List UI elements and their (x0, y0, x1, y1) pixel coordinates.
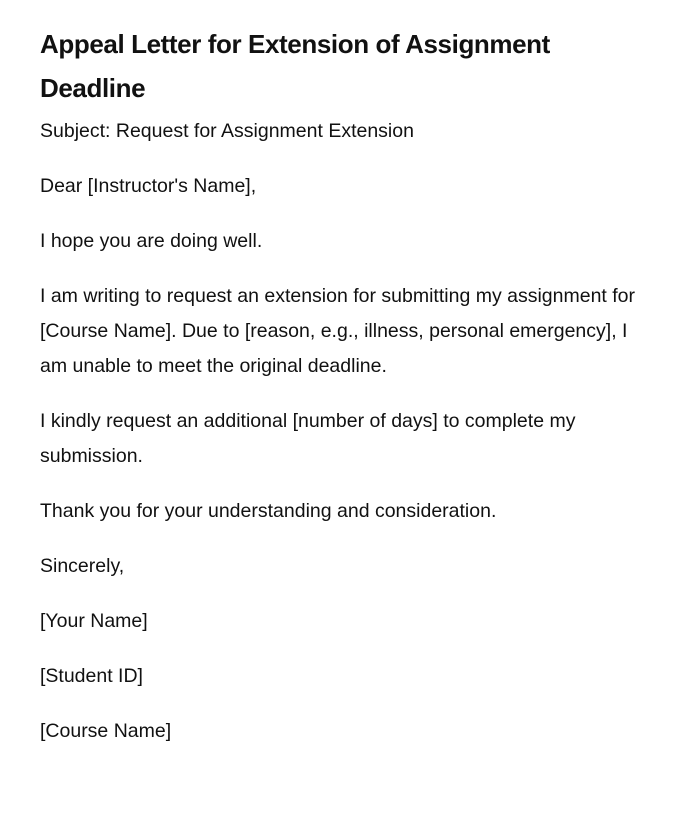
greeting: I hope you are doing well. (40, 230, 263, 252)
salutation: Dear [Instructor's Name], (40, 175, 257, 197)
letter-title: Appeal Letter for Extension of Assignment Deadline (40, 29, 550, 103)
subject-line: Subject: Request for Assignment Extension (40, 120, 414, 142)
signature-student-id: [Student ID] (40, 665, 143, 687)
signature-name: [Your Name] (40, 610, 148, 632)
body-paragraph-additional: I kindly request an additional [number of days] to complete my submission. (40, 410, 576, 467)
thanks-line: Thank you for your understanding and consideration. (40, 500, 497, 522)
closing: Sincerely, (40, 555, 125, 577)
signature-course-name: [Course Name] (40, 720, 172, 742)
body-paragraph-request: I am writing to request an extension for submitting my assignment for [Course Name]. Due to [reason, e.g., illness, personal emergency], I am unable to meet the original deadline. (40, 285, 636, 377)
